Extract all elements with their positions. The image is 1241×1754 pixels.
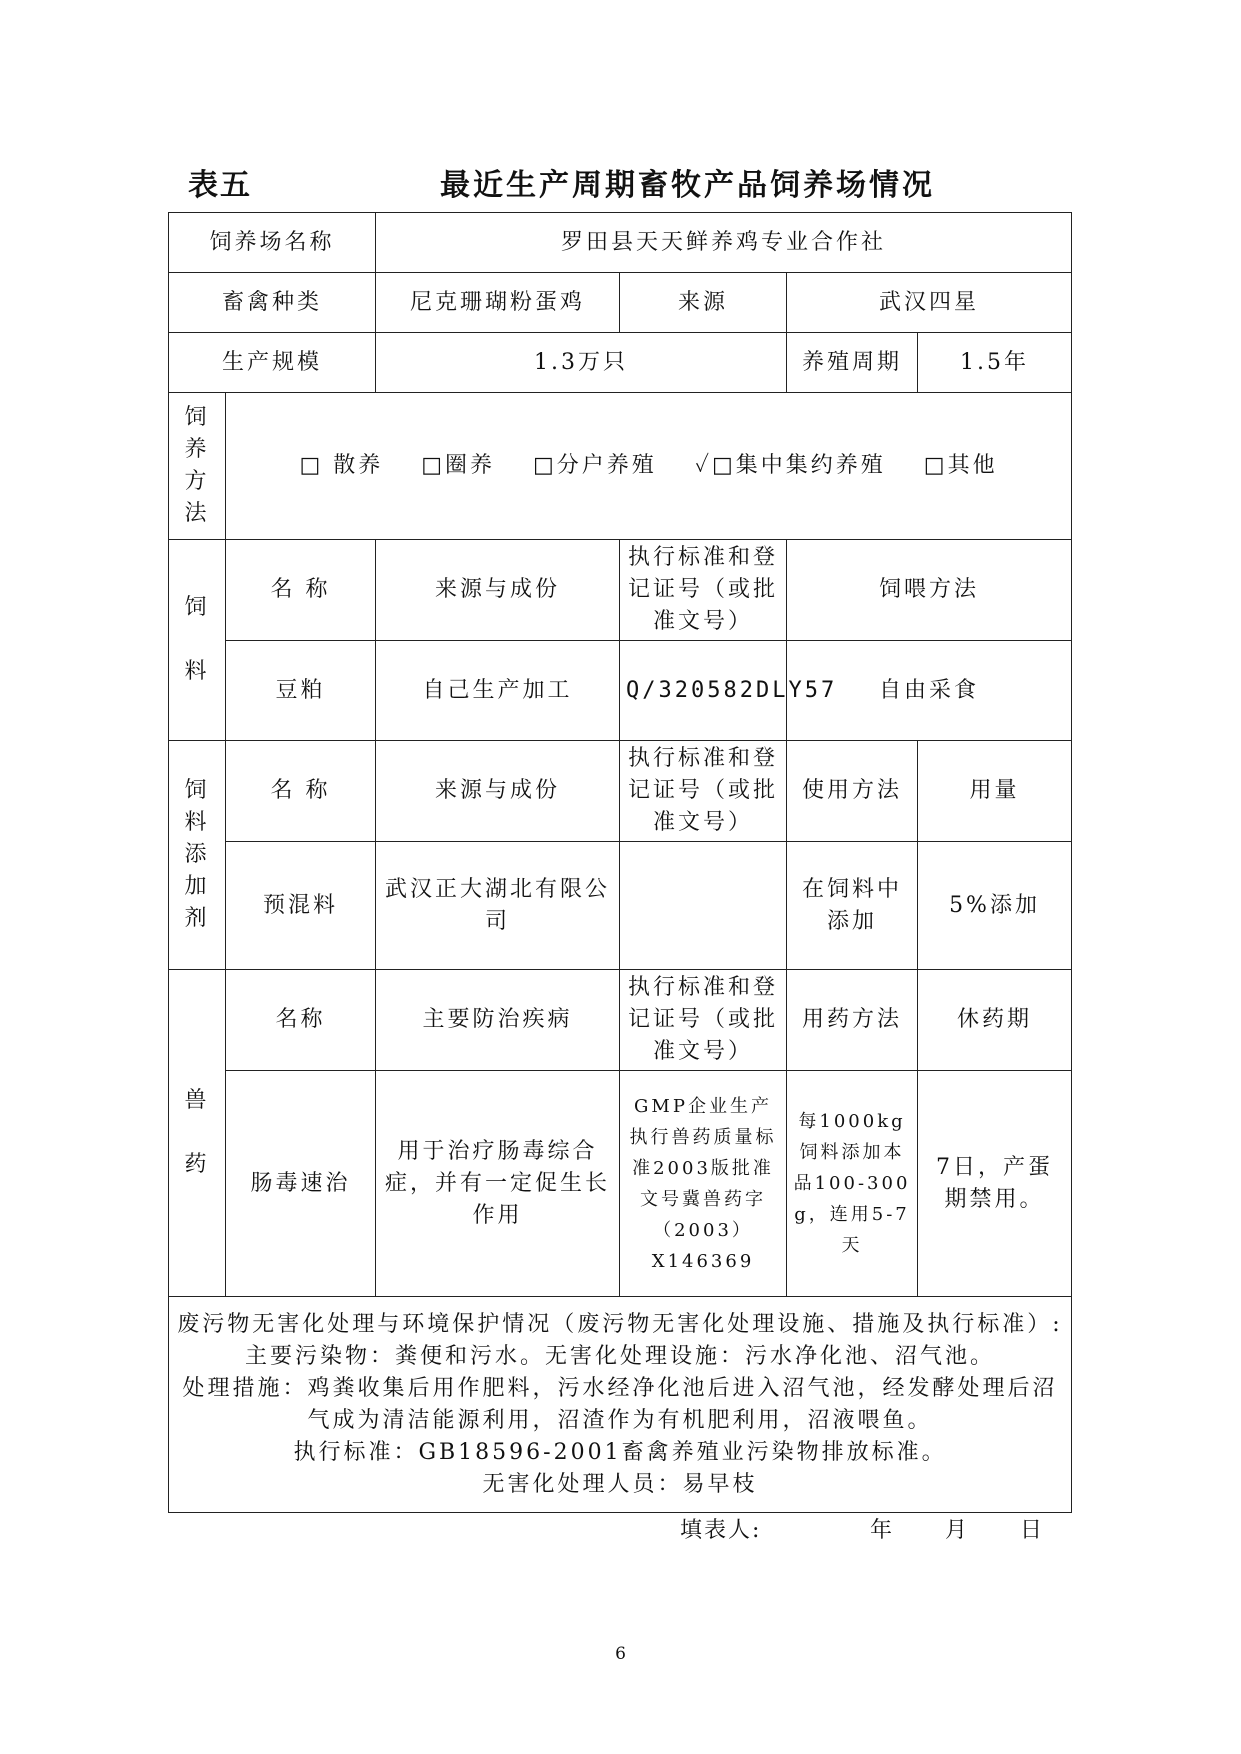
breed-value: 尼克珊瑚粉蛋鸡 — [376, 273, 620, 333]
vet-name: 肠毒速治 — [226, 1071, 376, 1297]
cycle-label: 养殖周期 — [787, 333, 918, 393]
vet-header-name: 名称 — [226, 970, 376, 1071]
vet-disease: 用于治疗肠毒综合症，并有一定促生长作用 — [376, 1071, 620, 1297]
method-option-household: □分户养殖 — [533, 453, 657, 478]
vet-method: 每1000kg饲料添加本品100-300g，连用5-7天 — [787, 1071, 918, 1297]
vet-header-disease: 主要防治疾病 — [376, 970, 620, 1071]
additive-method: 在饲料中添加 — [787, 842, 918, 970]
month-label: 月 — [945, 1518, 970, 1543]
farm-name-label: 饲养场名称 — [169, 213, 376, 273]
scale-value: 1.3万只 — [376, 333, 787, 393]
waste-row — [169, 1297, 1072, 1513]
additive-header-source: 来源与成份 — [376, 741, 620, 842]
method-row — [169, 393, 1072, 540]
waste-line-pollutants: 主要污染物：粪便和污水。无害化处理设施：污水净化池、沼气池。 — [245, 1343, 996, 1369]
additive-row — [169, 842, 1072, 970]
vet-header-method: 用药方法 — [787, 970, 918, 1071]
farm-name-row — [169, 213, 1072, 273]
source-label: 来源 — [620, 273, 787, 333]
method-label: 饲 养 方 法 — [169, 393, 226, 540]
additive-name: 预混料 — [226, 842, 376, 970]
additive-header-method: 使用方法 — [787, 741, 918, 842]
vet-row — [169, 1071, 1072, 1297]
filler-signature — [680, 1513, 1044, 1544]
additive-label: 饲 料 添 加 剂 — [169, 741, 226, 970]
feed-header-row — [169, 540, 1072, 641]
feed-header-source: 来源与成份 — [376, 540, 620, 641]
method-option-pen: □圈养 — [421, 453, 496, 478]
cycle-value: 1.5年 — [918, 333, 1072, 393]
vet-withdrawal: 7日，产蛋期禁用。 — [918, 1071, 1072, 1297]
waste-line-personnel: 无害化处理人员：易早枝 — [482, 1471, 758, 1497]
page-title: 最近生产周期畜牧产品饲养场情况 — [440, 168, 935, 203]
method-option-intensive: ✓□集中集约养殖 — [694, 453, 886, 478]
vet-header-withdrawal: 休药期 — [918, 970, 1072, 1071]
filler-label: 填表人: — [680, 1518, 762, 1543]
waste-line-measures: 处理措施：鸡粪收集后用作肥料，污水经净化池后进入沼气池，经发酵处理后沼 — [182, 1375, 1058, 1401]
vet-label: 兽 药 — [169, 970, 226, 1297]
farm-name-value: 罗田县天天鲜养鸡专业合作社 — [376, 213, 1072, 273]
feed-name: 豆粕 — [226, 641, 376, 741]
day-label: 日 — [1020, 1518, 1045, 1543]
source-value: 武汉四星 — [787, 273, 1072, 333]
additive-header-standard: 执行标准和登记证号（或批准文号） — [620, 741, 787, 842]
additive-source: 武汉正大湖北有限公司 — [376, 842, 620, 970]
method-options — [226, 393, 1072, 540]
feed-label: 饲 料 — [169, 540, 226, 741]
waste-treatment — [169, 1297, 1072, 1513]
additive-header-row — [169, 741, 1072, 842]
table-number: 表五 — [188, 168, 252, 203]
additive-header-name: 名 称 — [226, 741, 376, 842]
farm-info-table — [168, 212, 1072, 1513]
feed-header-method: 饲喂方法 — [787, 540, 1072, 641]
scale-label: 生产规模 — [169, 333, 376, 393]
feed-row — [169, 641, 1072, 741]
breed-label: 畜禽种类 — [169, 273, 376, 333]
scale-row — [169, 333, 1072, 393]
waste-line-heading: 废污物无害化处理与环境保护情况（废污物无害化处理设施、措施及执行标准）: — [177, 1311, 1063, 1337]
page-number: 6 — [615, 1644, 626, 1664]
additive-header-dosage: 用量 — [918, 741, 1072, 842]
vet-header-row — [169, 970, 1072, 1071]
year-label: 年 — [870, 1518, 895, 1543]
waste-line-standard: 执行标准：GB18596-2001畜禽养殖业污染物排放标准。 — [293, 1439, 947, 1465]
additive-standard — [620, 842, 787, 970]
method-option-free-range: □ 散养 — [299, 453, 384, 478]
additive-dosage: 5%添加 — [918, 842, 1072, 970]
vet-header-standard: 执行标准和登记证号（或批准文号） — [620, 970, 787, 1071]
breed-row — [169, 273, 1072, 333]
method-option-other: □其他 — [923, 453, 998, 478]
vet-standard: GMP企业生产执行兽药质量标准2003版批准文号冀兽药字（2003）X146369 — [620, 1071, 787, 1297]
waste-line-measures-cont: 气成为清洁能源利用，沼渣作为有机肥利用，沼液喂鱼。 — [307, 1407, 933, 1433]
feed-standard: Q/320582DLY57 — [620, 641, 787, 741]
feed-header-standard: 执行标准和登记证号（或批准文号） — [620, 540, 787, 641]
feed-source: 自己生产加工 — [376, 641, 620, 741]
feed-header-name: 名 称 — [226, 540, 376, 641]
feed-method: 自由采食 — [787, 641, 1072, 741]
